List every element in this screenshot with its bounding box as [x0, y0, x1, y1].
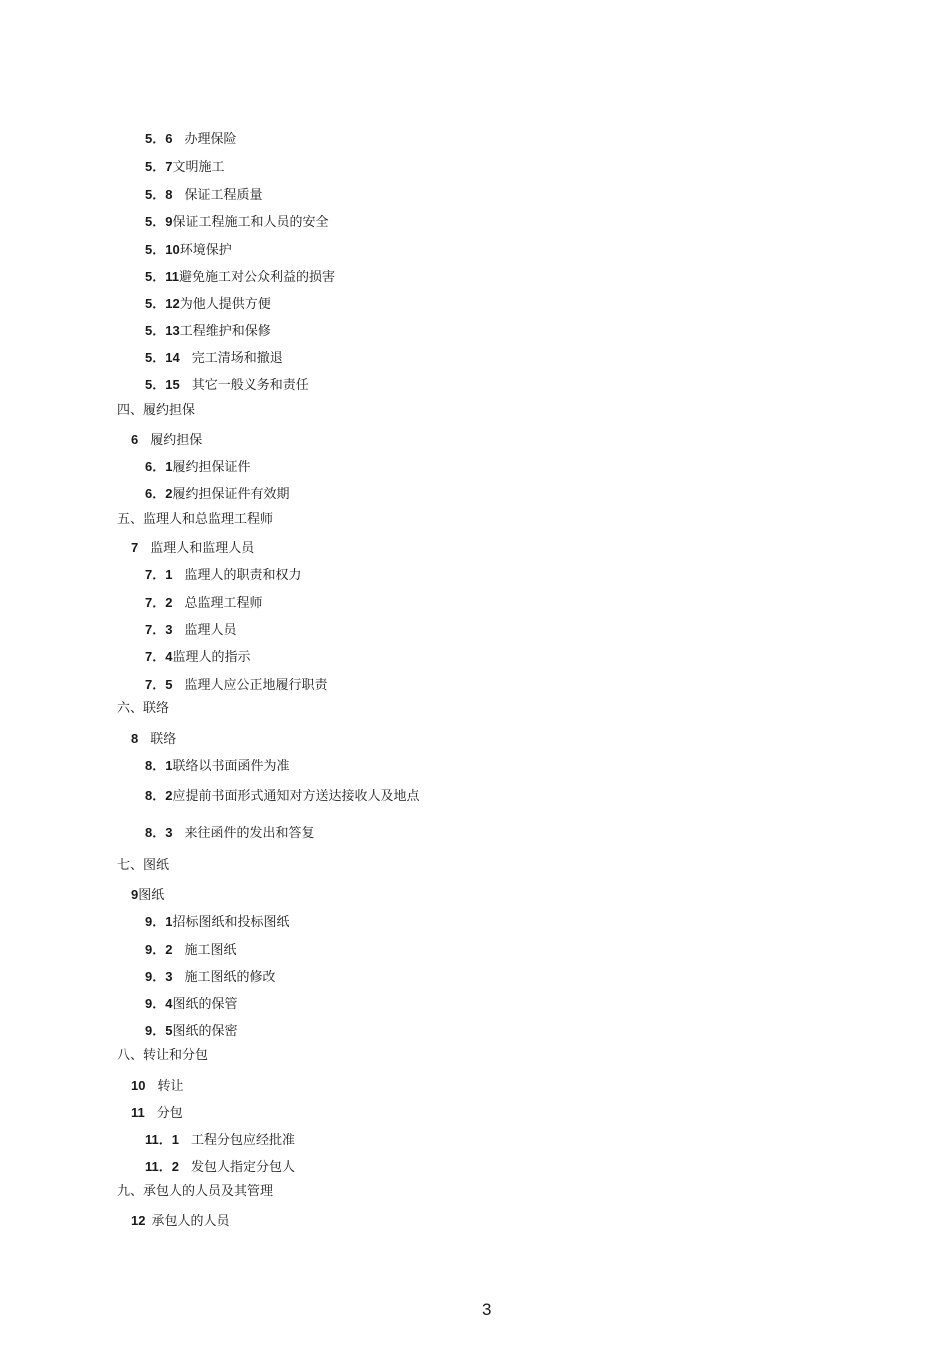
- toc-entry: [131, 432, 202, 449]
- toc-entry: [145, 377, 309, 394]
- toc-entry-number: 7．5: [145, 677, 173, 692]
- toc-entry-number: 5．10: [145, 242, 180, 257]
- toc-entry-number: 5．11: [145, 269, 179, 284]
- toc-entry-title: 履约担保证件有效期: [172, 487, 290, 502]
- toc-entry-title: 图纸的保管: [172, 997, 238, 1012]
- toc-entry: [145, 969, 275, 986]
- toc-entry: [145, 214, 328, 231]
- toc-entry-title: 联络以书面函件为准: [172, 759, 290, 774]
- toc-entry-title: 履约担保证件: [172, 460, 251, 475]
- toc-chapter: [117, 1184, 273, 1200]
- toc-entry-title: 工程维护和保修: [179, 324, 271, 339]
- toc-entry: [145, 296, 271, 313]
- toc-entry-number: 5．7: [145, 159, 173, 174]
- toc-chapter: [117, 701, 169, 717]
- toc-entry-number: 7．2: [145, 595, 173, 610]
- toc-entry-number: 5．8: [145, 187, 173, 202]
- toc-entry: [145, 758, 289, 775]
- toc-entry: [145, 269, 335, 286]
- toc-entry-number: 5．6: [145, 131, 173, 146]
- toc-entry: [131, 1078, 183, 1095]
- toc-entry-title: 招标图纸和投标图纸: [172, 915, 290, 930]
- toc-entry: [131, 731, 176, 748]
- toc-entry: [145, 350, 283, 367]
- toc-entry-title: 监理人员: [184, 623, 237, 638]
- toc-entry-title: 保证工程施工和人员的安全: [172, 215, 329, 230]
- toc-entry: [145, 567, 301, 584]
- toc-entry-title: 分包: [156, 1106, 183, 1121]
- toc-entry-number: 5．14: [145, 350, 180, 365]
- toc-entry: [145, 595, 262, 612]
- toc-entry-title: 监理人的指示: [172, 650, 251, 665]
- toc-entry-number: 11．2: [145, 1159, 179, 1174]
- toc-entry-number: 8．1: [145, 758, 173, 773]
- toc-entry: [131, 887, 164, 904]
- toc-entry-title: 图纸: [138, 888, 165, 903]
- toc-entry: [131, 540, 254, 557]
- toc-entry-title: 来往函件的发出和答复: [184, 826, 315, 841]
- toc-entry: [145, 788, 419, 805]
- toc-entry-number: 9．5: [145, 1023, 173, 1038]
- toc-entry-number: 10: [131, 1078, 146, 1093]
- toc-entry-number: 6: [131, 432, 139, 447]
- page-number: 3: [482, 1300, 492, 1319]
- toc-entry-number: 5．12: [145, 296, 180, 311]
- toc-entry: [145, 131, 236, 148]
- toc-entry: [145, 486, 289, 503]
- toc-entry: [145, 914, 289, 931]
- toc-entry-number: 11．1: [145, 1132, 179, 1147]
- toc-entry-title: 应提前书面形式通知对方送达接收人及地点: [172, 789, 420, 804]
- toc-entry-title: 监理人和监理人员: [150, 541, 255, 556]
- toc-entry-title: 完工清场和撤退: [191, 351, 283, 366]
- toc-entry-title: 文明施工: [172, 160, 225, 175]
- toc-entry: [145, 1132, 295, 1149]
- toc-entry: [145, 459, 250, 476]
- toc-entry: [145, 187, 262, 204]
- toc-entry: [145, 323, 271, 340]
- toc-entry-number: 7．1: [145, 567, 173, 582]
- toc-entry: [145, 677, 327, 694]
- toc-chapter: [117, 512, 273, 528]
- toc-entry-title: 履约担保: [150, 433, 203, 448]
- toc-entry-number: 8．2: [145, 788, 173, 803]
- toc-entry-number: 5．9: [145, 214, 173, 229]
- toc-entry-title: 九、承包人的人员及其管理: [117, 1184, 274, 1199]
- toc-chapter: [117, 1048, 208, 1064]
- toc-entry: [145, 996, 237, 1013]
- toc-entry: [145, 649, 250, 666]
- toc-entry-number: 9．3: [145, 969, 173, 984]
- toc-entry-title: 环境保护: [179, 243, 232, 258]
- toc-entry-number: 5．15: [145, 377, 180, 392]
- toc-entry: [145, 242, 232, 259]
- toc-entry: [145, 159, 224, 176]
- toc-entry-title: 转让: [157, 1079, 184, 1094]
- toc-entry-title: 施工图纸: [184, 943, 237, 958]
- toc-entry: [131, 1105, 183, 1122]
- toc-entry-number: 7．3: [145, 622, 173, 637]
- toc-entry-number: 8: [131, 731, 139, 746]
- toc-entry-title: 保证工程质量: [184, 188, 263, 203]
- toc-entry-number: 9．4: [145, 996, 173, 1011]
- toc-entry-title: 四、履约担保: [117, 403, 196, 418]
- toc-entry: [131, 1213, 229, 1230]
- toc-entry-title: 图纸的保密: [172, 1024, 238, 1039]
- toc-entry-title: 监理人应公正地履行职责: [184, 678, 328, 693]
- toc-entry: [145, 942, 236, 959]
- toc-entry-title: 六、联络: [117, 701, 170, 716]
- toc-chapter: [117, 403, 195, 419]
- toc-entry-title: 联络: [150, 732, 177, 747]
- toc-entry-title: 八、转让和分包: [117, 1048, 209, 1063]
- toc-entry-title: 七、图纸: [117, 858, 170, 873]
- toc-entry-number: 9．1: [145, 914, 173, 929]
- toc-entry-title: 总监理工程师: [184, 596, 263, 611]
- toc-entry-title: 承包人的人员: [151, 1214, 230, 1229]
- toc-entry-number: 8．3: [145, 825, 173, 840]
- toc-entry: [145, 1159, 295, 1176]
- toc-entry-title: 其它一般义务和责任: [191, 378, 309, 393]
- toc-entry: [145, 622, 236, 639]
- toc-entry-title: 工程分包应经批准: [190, 1133, 295, 1148]
- toc-entry-title: 发包人指定分包人: [190, 1160, 295, 1175]
- toc-entry-title: 为他人提供方便: [179, 297, 271, 312]
- toc-entry-number: 9．2: [145, 942, 173, 957]
- toc-entry-number: 6．2: [145, 486, 173, 501]
- toc-entry-number: 7: [131, 540, 139, 555]
- toc-entry-number: 6．1: [145, 459, 173, 474]
- toc-entry: [145, 825, 314, 842]
- toc-entry-title: 五、监理人和总监理工程师: [117, 512, 274, 527]
- toc-entry-title: 避免施工对公众利益的损害: [178, 270, 335, 285]
- toc-chapter: [117, 858, 169, 874]
- toc-entry-number: 7．4: [145, 649, 173, 664]
- toc-entry-title: 监理人的职责和权力: [184, 568, 302, 583]
- toc-entry-number: 12: [131, 1213, 146, 1228]
- toc-entry-title: 办理保险: [184, 132, 237, 147]
- toc-entry: [145, 1023, 237, 1040]
- toc-entry-number: 9: [131, 887, 139, 902]
- toc-entry-number: 11: [131, 1105, 145, 1120]
- toc-entry-number: 5．13: [145, 323, 180, 338]
- toc-entry-title: 施工图纸的修改: [184, 970, 276, 985]
